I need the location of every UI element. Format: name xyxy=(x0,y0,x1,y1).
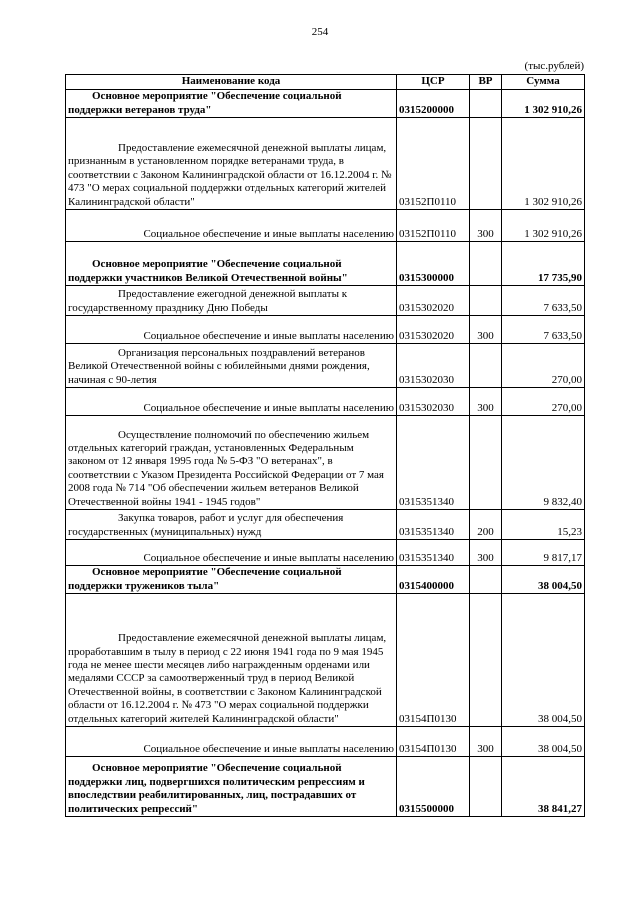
row-sum: 9 832,40 xyxy=(502,416,585,510)
table-row xyxy=(66,118,585,210)
row-vr xyxy=(470,90,502,118)
row-name: Социальное обеспечение и иные выплаты населению xyxy=(66,388,397,416)
row-name: Основное мероприятие "Обеспечение социальной поддержки тружеников тыла" xyxy=(66,566,397,594)
budget-table xyxy=(65,74,585,817)
row-sum: 7 633,50 xyxy=(502,316,585,344)
table-row xyxy=(66,388,585,416)
row-sum: 1 302 910,26 xyxy=(502,90,585,118)
row-name: Социальное обеспечение и иные выплаты населению xyxy=(66,210,397,242)
row-name: Основное мероприятие "Обеспечение социальной поддержки участников Великой Отечественной войны" xyxy=(66,242,397,286)
header-sum: Сумма xyxy=(502,75,585,90)
row-sum: 38 004,50 xyxy=(502,594,585,727)
table-row xyxy=(66,416,585,510)
row-vr xyxy=(470,286,502,316)
table-row xyxy=(66,540,585,566)
row-csr: 03152П0110 xyxy=(397,210,470,242)
row-name: Осуществление полномочий по обеспечению жильем отдельных категорий граждан, установленных Федеральным законом от 12 января 1995 года № 5-ФЗ "О ветеранах", в соответствии с Указом Президента Российской Федерации от 7 мая 2008 года № 714 "Об обеспечении жильем ветеранов Великой Отечественной войны 1941 - 1945 годов" xyxy=(66,416,397,510)
table-row xyxy=(66,566,585,594)
row-csr: 03154П0130 xyxy=(397,594,470,727)
row-csr: 0315302020 xyxy=(397,316,470,344)
row-sum: 38 841,27 xyxy=(502,757,585,817)
row-name: Социальное обеспечение и иные выплаты населению xyxy=(66,727,397,757)
row-csr: 03152П0110 xyxy=(397,118,470,210)
row-name: Социальное обеспечение и иные выплаты населению xyxy=(66,540,397,566)
table-row xyxy=(66,727,585,757)
row-csr: 0315500000 xyxy=(397,757,470,817)
row-vr xyxy=(470,118,502,210)
row-vr xyxy=(470,416,502,510)
row-vr xyxy=(470,757,502,817)
row-name: Основное мероприятие "Обеспечение социальной поддержки лиц, подвергшихся политическим репрессиям и впоследствии реабилитированных, лиц, пострадавших от политических репрессий" xyxy=(66,757,397,817)
row-vr xyxy=(470,344,502,388)
table-row xyxy=(66,757,585,817)
row-csr: 0315302030 xyxy=(397,344,470,388)
row-csr: 03154П0130 xyxy=(397,727,470,757)
row-name: Социальное обеспечение и иные выплаты населению xyxy=(66,316,397,344)
row-name: Закупка товаров, работ и услуг для обеспечения государственных (муниципальных) нужд xyxy=(66,510,397,540)
table-row xyxy=(66,344,585,388)
row-vr: 200 xyxy=(470,510,502,540)
row-sum: 1 302 910,26 xyxy=(502,118,585,210)
row-vr: 300 xyxy=(470,388,502,416)
table-row xyxy=(66,510,585,540)
table-row xyxy=(66,286,585,316)
row-sum: 38 004,50 xyxy=(502,566,585,594)
table-row xyxy=(66,316,585,344)
row-vr xyxy=(470,566,502,594)
row-csr: 0315400000 xyxy=(397,566,470,594)
row-csr: 0315351340 xyxy=(397,416,470,510)
row-sum: 270,00 xyxy=(502,344,585,388)
row-name: Предоставление ежемесячной денежной выплаты лицам, проработавшим в тылу в период с 22 июня 1941 года по 9 мая 1945 года не менее шести месяцев либо награжденным орденами или медалями СССР за самоотверженный труд в период Великой Отечественной войны, в соответствии с Законом Калининградской области от 16.12.2004 г. № 473 "О мерах социальной поддержки отдельных категорий жителей Калининградской области" xyxy=(66,594,397,727)
row-csr: 0315351340 xyxy=(397,510,470,540)
header-name: Наименование кода xyxy=(66,75,397,90)
row-vr: 300 xyxy=(470,727,502,757)
row-csr: 0315300000 xyxy=(397,242,470,286)
row-csr: 0315200000 xyxy=(397,90,470,118)
units-label: (тыс.рублей) xyxy=(524,60,584,72)
row-name: Предоставление ежемесячной денежной выплаты лицам, признанным в установленном порядке ветеранами труда, в соответствии с Законом Калининградской области от 16.12.2004 г. № 473 "О мерах социальной поддержки отдельных категорий жителей Калининградской области" xyxy=(66,118,397,210)
row-sum: 270,00 xyxy=(502,388,585,416)
row-name: Предоставление ежегодной денежной выплаты к государственному празднику Дню Победы xyxy=(66,286,397,316)
row-sum: 15,23 xyxy=(502,510,585,540)
row-sum: 9 817,17 xyxy=(502,540,585,566)
row-vr xyxy=(470,242,502,286)
row-csr: 0315302020 xyxy=(397,286,470,316)
row-vr: 300 xyxy=(470,540,502,566)
table-row xyxy=(66,594,585,727)
row-csr: 0315302030 xyxy=(397,388,470,416)
row-name: Основное мероприятие "Обеспечение социальной поддержки ветеранов труда" xyxy=(66,90,397,118)
row-vr: 300 xyxy=(470,316,502,344)
row-sum: 38 004,50 xyxy=(502,727,585,757)
header-vr: ВР xyxy=(470,75,502,90)
row-vr: 300 xyxy=(470,210,502,242)
row-sum: 7 633,50 xyxy=(502,286,585,316)
row-name: Организация персональных поздравлений ветеранов Великой Отечественной войны с юбилейными днями рождения, начиная с 90-летия xyxy=(66,344,397,388)
header-csr: ЦСР xyxy=(397,75,470,90)
row-vr xyxy=(470,594,502,727)
table-header-row xyxy=(66,75,585,90)
row-csr: 0315351340 xyxy=(397,540,470,566)
page-number: 254 xyxy=(311,26,329,38)
row-sum: 17 735,90 xyxy=(502,242,585,286)
table-row xyxy=(66,90,585,118)
table-row xyxy=(66,242,585,286)
row-sum: 1 302 910,26 xyxy=(502,210,585,242)
table-row xyxy=(66,210,585,242)
